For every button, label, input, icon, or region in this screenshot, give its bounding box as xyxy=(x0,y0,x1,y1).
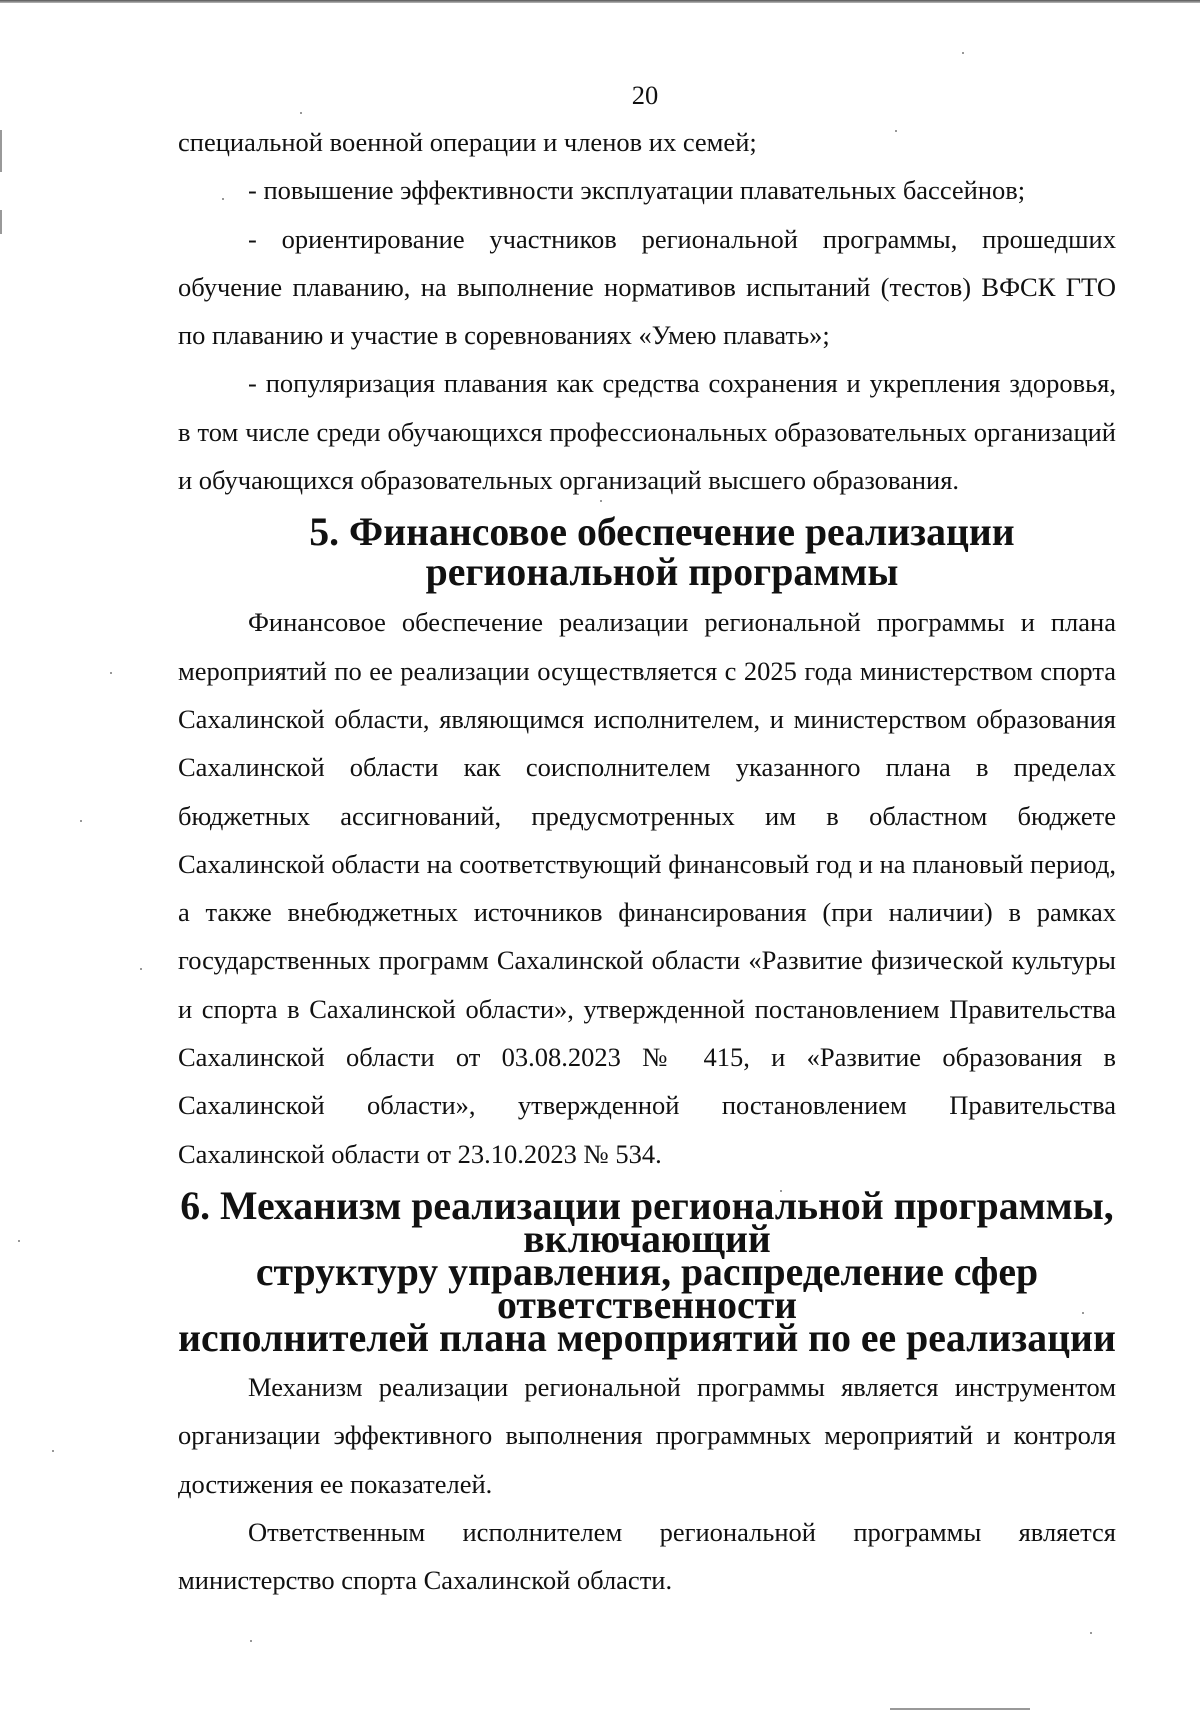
heading-line: 6. Механизм реализации региональной программы, включающий xyxy=(180,1183,1114,1261)
page-number: 20 xyxy=(631,80,659,110)
list-item: - повышение эффективности эксплуатации плавательных бассейнов; xyxy=(248,175,1026,206)
section-heading xyxy=(178,1183,1116,1360)
heading-line: структуру управления, распределение сфер ответственности xyxy=(255,1249,1039,1327)
scan-edge-mark xyxy=(0,210,2,234)
scan-top-edge xyxy=(0,0,1200,3)
paragraph: Механизм реализации региональной программы является инструментом организации эффективного выполнения программных мероприятий и контроля достижения ее показателей. xyxy=(178,1371,1116,1499)
section-heading: 5. Финансовое обеспечение реализации региональной программы xyxy=(309,510,1015,595)
scan-edge-mark xyxy=(890,1708,1030,1710)
paragraph: Ответственным исполнителем региональной программы является министерство спорта Сахалинской области. xyxy=(178,1516,1116,1596)
list-item: - ориентирование участников региональной программы, прошедших обучение плаванию, на выполнение нормативов испытаний (тестов) ВФСК ГТО по плаванию и участие в соревнованиях «Умею плавать»; xyxy=(178,223,1116,351)
heading-line: исполнителей плана мероприятий по ее реализации xyxy=(178,1315,1116,1360)
list-item: - популяризация плавания как средства сохранения и укрепления здоровья, в том числе среди обучающихся профессиональных образовательных организаций и обучающихся образовательных организаций высшего образования. xyxy=(178,368,1116,496)
paragraph: Финансовое обеспечение реализации региональной программы и плана мероприятий по ее реализации осуществляется с 2025 года министерством спорта Сахалинской области, являющимся исполнителем, и министерством образования Сахалинской области как соисполнителем указанного плана в пределах бюджетных ассигнований, предусмотренных им в областном бюджете Сахалинской области на соответствующий финансовый год и на плановый период, а также внебюджетных источников финансирования (при наличии) в рамках государственных программ Сахалинской области «Развитие физической культуры и спорта в Сахалинской области», утвержденной постановлением Правительства Сахалинской области от 03.08.2023 № 415, и «Развитие образования в Сахалинской области», утвержденной постановлением Правительства Сахалинской области от 23.10.2023 № 534. xyxy=(178,607,1116,1169)
scan-edge-mark xyxy=(0,130,2,172)
document-body xyxy=(178,118,1116,1604)
paragraph: специальной военной операции и членов их семей; xyxy=(178,127,757,157)
